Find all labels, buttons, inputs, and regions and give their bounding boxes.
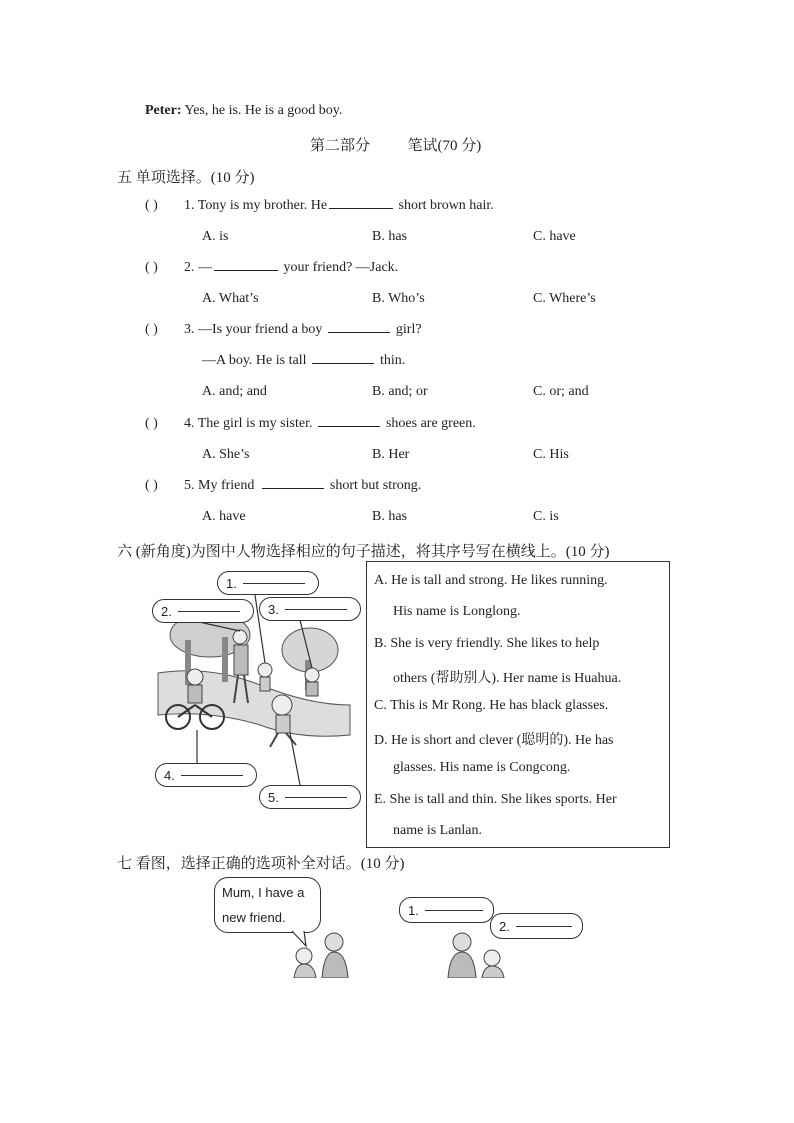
q1-text-b: short brown hair. bbox=[395, 198, 494, 213]
question-1-stem bbox=[184, 198, 494, 214]
description-a-line2: His name is Longlong. bbox=[393, 604, 521, 619]
label-bubble-4[interactable] bbox=[155, 763, 257, 787]
part-heading bbox=[310, 134, 481, 155]
mum-and-child-illustration-left bbox=[286, 928, 361, 978]
question-5-stem bbox=[184, 478, 421, 494]
q3-text-b: girl? bbox=[392, 322, 422, 337]
question-1-paren[interactable]: ( ) bbox=[145, 198, 158, 213]
q2-blank[interactable] bbox=[214, 269, 278, 271]
label-bubble-3[interactable] bbox=[259, 597, 361, 621]
description-b-line2: others (帮助别人). Her name is Huahua. bbox=[393, 671, 622, 686]
description-c-line1: C. This is Mr Rong. He has black glasses. bbox=[374, 698, 609, 713]
q3-text-c: —A boy. He is tall bbox=[202, 353, 307, 368]
description-e-line1: E. She is tall and thin. She likes sports. Her bbox=[374, 792, 617, 807]
question-3-paren[interactable]: ( ) bbox=[145, 322, 158, 337]
q3-blank-2[interactable] bbox=[312, 362, 374, 364]
q2-text-a: 2. — bbox=[184, 260, 212, 275]
q1-option-a[interactable]: A. is bbox=[202, 229, 229, 244]
speech-2-blank[interactable] bbox=[516, 925, 572, 927]
q1-option-b[interactable]: B. has bbox=[372, 229, 407, 244]
mum-and-child-illustration-right bbox=[436, 928, 511, 978]
bubble-5-blank[interactable] bbox=[285, 796, 347, 798]
bubble-1-blank[interactable] bbox=[243, 582, 305, 584]
description-b-line1: B. She is very friendly. She likes to help bbox=[374, 636, 600, 651]
description-d-line2: glasses. His name is Congcong. bbox=[393, 760, 571, 775]
description-e-line2: name is Lanlan. bbox=[393, 823, 483, 838]
bubble-3-blank[interactable] bbox=[285, 608, 347, 610]
speaker-name: Peter: bbox=[145, 103, 182, 118]
q1-text-a: 1. Tony is my brother. He bbox=[184, 198, 328, 213]
section6-title: 六 (新角度)为图中人物选择相应的句子描述，将其序号写在横线上。(10 分) bbox=[117, 544, 610, 560]
q5-option-a[interactable]: A. have bbox=[202, 509, 246, 524]
label-bubble-2[interactable] bbox=[152, 599, 254, 623]
question-3-line2 bbox=[202, 353, 405, 369]
q3-option-c[interactable]: C. or; and bbox=[533, 384, 589, 399]
bubble-1-number: 1. bbox=[226, 575, 237, 591]
part-subtitle: 笔试(70 分) bbox=[407, 138, 482, 154]
q2-text-b: your friend? —Jack. bbox=[280, 260, 399, 275]
q3-option-a[interactable]: A. and; and bbox=[202, 384, 267, 399]
speech-bubble-1[interactable] bbox=[399, 897, 494, 923]
q5-text-a: 5. My friend bbox=[184, 478, 255, 493]
q4-blank[interactable] bbox=[318, 425, 380, 427]
q5-option-b[interactable]: B. has bbox=[372, 509, 407, 524]
part-title: 第二部分 bbox=[310, 138, 371, 154]
q1-blank[interactable] bbox=[329, 207, 393, 209]
bubble-5-number: 5. bbox=[268, 789, 279, 805]
section7-title: 七 看图，选择正确的选项补全对话。(10 分) bbox=[117, 856, 405, 872]
question-2-stem bbox=[184, 260, 398, 276]
question-5-paren[interactable]: ( ) bbox=[145, 478, 158, 493]
q1-option-c[interactable]: C. have bbox=[533, 229, 576, 244]
section5-title: 五 单项选择。(10 分) bbox=[117, 170, 255, 186]
label-bubble-1[interactable] bbox=[217, 571, 319, 595]
q3-text-d: thin. bbox=[376, 353, 406, 368]
q4-option-a[interactable]: A. She’s bbox=[202, 447, 250, 462]
description-a-line1: A. He is tall and strong. He likes running. bbox=[374, 573, 608, 588]
q4-text-b: shoes are green. bbox=[382, 416, 476, 431]
left-bubble-line2: new friend. bbox=[222, 910, 286, 925]
dialogue-line bbox=[145, 103, 342, 119]
question-3-stem bbox=[184, 322, 422, 338]
q5-blank[interactable] bbox=[262, 487, 324, 489]
description-d-line1: D. He is short and clever (聪明的). He has bbox=[374, 733, 614, 748]
q3-blank-1[interactable] bbox=[328, 331, 390, 333]
question-4-paren[interactable]: ( ) bbox=[145, 416, 158, 431]
q5-option-c[interactable]: C. is bbox=[533, 509, 559, 524]
bubble-4-number: 4. bbox=[164, 767, 175, 783]
question-4-stem bbox=[184, 416, 476, 432]
bubble-3-number: 3. bbox=[268, 601, 279, 617]
q2-option-b[interactable]: B. Who’s bbox=[372, 291, 425, 306]
q4-option-c[interactable]: C. His bbox=[533, 447, 569, 462]
left-bubble-line1: Mum, I have a bbox=[222, 885, 305, 900]
speech-1-number: 1. bbox=[408, 902, 419, 918]
bubble-2-blank[interactable] bbox=[178, 610, 240, 612]
speech-1-blank[interactable] bbox=[425, 909, 483, 911]
q5-text-b: short but strong. bbox=[326, 478, 422, 493]
question-2-paren[interactable]: ( ) bbox=[145, 260, 158, 275]
q3-text-a: 3. —Is your friend a boy bbox=[184, 322, 323, 337]
q4-option-b[interactable]: B. Her bbox=[372, 447, 410, 462]
speech-2-number: 2. bbox=[499, 918, 510, 934]
q3-option-b[interactable]: B. and; or bbox=[372, 384, 428, 399]
label-bubble-5[interactable] bbox=[259, 785, 361, 809]
q4-text-a: 4. The girl is my sister. bbox=[184, 416, 313, 431]
q2-option-a[interactable]: A. What’s bbox=[202, 291, 259, 306]
speech-bubble-left bbox=[214, 877, 321, 933]
speaker-line: Yes, he is. He is a good boy. bbox=[181, 103, 343, 118]
q2-option-c[interactable]: C. Where’s bbox=[533, 291, 596, 306]
bubble-4-blank[interactable] bbox=[181, 774, 243, 776]
bubble-2-number: 2. bbox=[161, 603, 172, 619]
